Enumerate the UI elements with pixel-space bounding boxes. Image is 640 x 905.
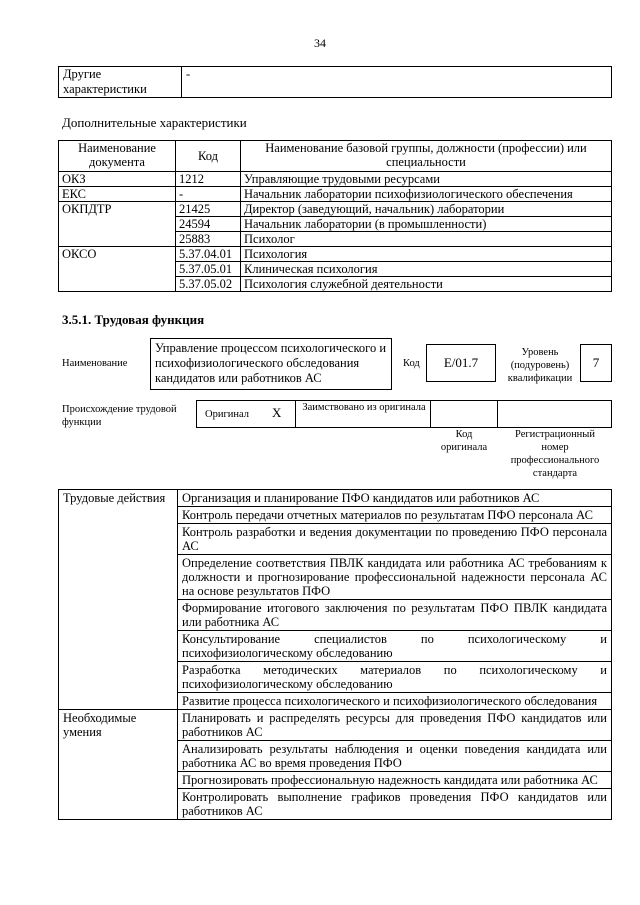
code-cell: 1212 (176, 172, 241, 187)
origin-label: Происхождение трудовой функции (62, 404, 177, 428)
action-item: Контроль передачи отчетных материалов по результатам ПФО персонала АС (178, 507, 612, 524)
action-item: Определение соответствия ПВЛК кандидата или работника АС требованиям к должности и прогнозирование профессиональной надежности персонала АС на основе результатов ПФО (178, 555, 612, 600)
level-label: Уровень (подуровень) квалификации (507, 347, 573, 384)
reg-number-caption: Регистрационный номер профессионального стандарта (510, 429, 600, 479)
other-characteristics-label: Другие характеристики (59, 67, 182, 98)
borrowed-label: Заимствовано из оригинала (302, 402, 426, 413)
name-label: Наименование (62, 358, 128, 369)
skill-item: Контролировать выполнение графиков проведения ПФО кандидатов или работников АС (178, 789, 612, 820)
action-item: Консультирование специалистов по психологическому и психофизиологическому обследованию (178, 631, 612, 662)
code-cell: 24594 (176, 217, 241, 232)
code-cell: 5.37.04.01 (176, 247, 241, 262)
doc-cell: ОКПДТР (59, 202, 176, 247)
level-value-box: 7 (580, 344, 612, 382)
name-cell: Директор (заведующий, начальник) лаборатории (241, 202, 612, 217)
header-name: Наименование базовой группы, должности (профессии) или специальности (241, 141, 612, 172)
table-header-row (59, 141, 612, 172)
additional-characteristics-title: Дополнительные характеристики (62, 115, 247, 130)
actions-label: Трудовые действия (59, 490, 178, 710)
name-cell: Начальник лаборатории (в промышленности) (241, 217, 612, 232)
original-code-caption: Код оригинала (440, 429, 488, 453)
name-cell: Клиническая психология (241, 262, 612, 277)
original-mark: X (272, 405, 282, 420)
doc-cell: ОКСО (59, 247, 176, 292)
other-characteristics-table (58, 66, 612, 98)
original-label: Оригинал (205, 409, 249, 420)
code-label: Код (403, 358, 420, 369)
skill-item: Планировать и распределять ресурсы для проведения ПФО кандидатов или работников АС (178, 710, 612, 741)
doc-cell: ЕКС (59, 187, 176, 202)
function-heading: 3.5.1. Трудовая функция (62, 312, 205, 327)
table-row (59, 172, 612, 187)
code-cell: 5.37.05.01 (176, 262, 241, 277)
origin-divider-1 (295, 400, 296, 428)
action-item: Развитие процесса психологического и психофизиологического обследования (178, 693, 612, 710)
function-details-table (58, 489, 612, 820)
action-item: Формирование итогового заключения по результатам ПФО ПВЛК кандидата или работника АС (178, 600, 612, 631)
doc-cell: ОКЗ (59, 172, 176, 187)
action-item: Организация и планирование ПФО кандидатов или работников АС (178, 490, 612, 507)
header-code: Код (176, 141, 241, 172)
code-cell: 5.37.05.02 (176, 277, 241, 292)
additional-characteristics-table (58, 140, 612, 292)
skill-item: Прогнозировать профессиональную надежность кандидата или работника АС (178, 772, 612, 789)
name-cell: Управляющие трудовыми ресурсами (241, 172, 612, 187)
name-cell: Начальник лаборатории психофизиологического обеспечения (241, 187, 612, 202)
code-value-box: E/01.7 (426, 344, 496, 382)
code-cell: - (176, 187, 241, 202)
code-cell: 25883 (176, 232, 241, 247)
table-row (59, 490, 612, 507)
table-row (59, 202, 612, 217)
page-number: 34 (314, 36, 326, 50)
origin-divider-2 (430, 400, 431, 428)
code-cell: 21425 (176, 202, 241, 217)
header-document: Наименование документа (59, 141, 176, 172)
table-row (59, 710, 612, 741)
table-row (59, 247, 612, 262)
function-name-box: Управление процессом психологического и психофизиологического обследования кандидатов или работников АС (150, 338, 392, 390)
origin-divider-3 (497, 400, 498, 428)
name-cell: Психология служебной деятельности (241, 277, 612, 292)
skills-label: Необходимые умения (59, 710, 178, 820)
other-characteristics-value: - (182, 67, 612, 98)
skill-item: Анализировать результаты наблюдения и оценки поведения кандидата или работника АС во время проведения ПФО (178, 741, 612, 772)
action-item: Разработка методических материалов по психологическому и психофизиологическому обследованию (178, 662, 612, 693)
name-cell: Психология (241, 247, 612, 262)
table-row (59, 187, 612, 202)
name-cell: Психолог (241, 232, 612, 247)
action-item: Контроль разработки и ведения документации по проведению ПФО персонала АС (178, 524, 612, 555)
